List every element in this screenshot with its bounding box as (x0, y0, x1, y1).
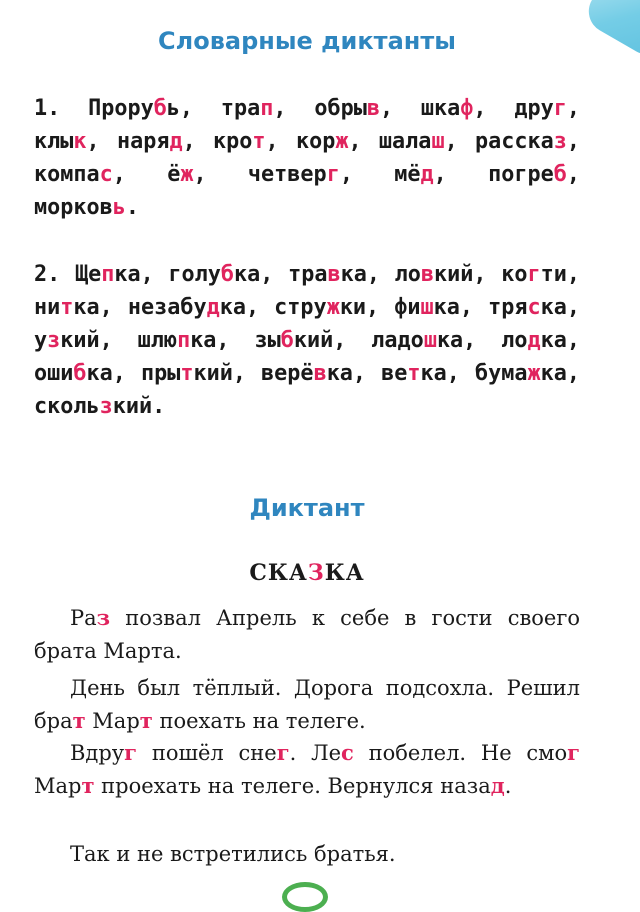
story-paragraph (34, 672, 580, 737)
text-segment: . Ле (289, 741, 342, 765)
story-paragraph (34, 838, 580, 871)
text-segment: . (504, 773, 512, 798)
highlighted-letter: т (407, 361, 421, 386)
text-segment: ка, пры (86, 361, 181, 386)
text-segment: проехать на телеге. Вернулся наза (94, 773, 491, 798)
text-segment: кий, ладо (293, 328, 424, 353)
highlighted-letter: ж (326, 295, 340, 320)
highlighted-letter: ш (423, 328, 437, 353)
text-segment: кий, шлю (60, 328, 178, 353)
section-title-dictation: Диктант (249, 494, 365, 522)
text-segment: КА (324, 560, 365, 586)
text-segment: кий. (112, 394, 166, 419)
text-segment: Так и не встретились братья. (70, 842, 396, 866)
highlighted-letter: т (252, 129, 266, 154)
text-segment: ка, зы (190, 328, 281, 353)
exercise-2 (34, 258, 580, 423)
highlighted-letter: т (72, 707, 86, 733)
text-segment: ка, незабу (73, 295, 207, 320)
text-segment: . (125, 195, 139, 220)
highlighted-letter: д (206, 295, 220, 320)
highlighted-letter: ь (112, 195, 126, 220)
highlighted-letter: п (260, 96, 274, 121)
text-segment: пошёл сне (137, 741, 277, 765)
highlighted-letter: с (527, 295, 541, 320)
text-segment: ка, голу (114, 262, 221, 287)
highlighted-letter: в (313, 361, 327, 386)
text-segment: ка, стру (219, 295, 327, 320)
highlighted-letter: б (280, 328, 294, 353)
text-segment: , компа (34, 129, 580, 187)
highlighted-letter: т (60, 295, 74, 320)
highlighted-letter: ж (527, 361, 541, 386)
text-segment: поехать на телеге. (152, 708, 366, 733)
text-segment: , кор (265, 129, 336, 154)
highlighted-letter: г (326, 162, 340, 187)
text-segment: , обры (273, 96, 367, 121)
text-segment: , ё (112, 162, 181, 187)
text-segment: позвал Апрель к себе в гости своего брата Марта. (34, 606, 580, 663)
exercise-2-words (34, 262, 580, 419)
text-segment: ти, ни (34, 262, 580, 320)
highlighted-letter: ж (335, 129, 349, 154)
text-segment: Мар (34, 773, 82, 798)
text-segment: ь, тра (166, 96, 261, 121)
highlighted-letter: ш (431, 129, 445, 154)
highlighted-letter: д (169, 129, 183, 154)
highlighted-letter: б (73, 361, 87, 386)
text-segment: , четвер (193, 162, 327, 187)
highlighted-letter: ш (420, 295, 434, 320)
highlighted-letter: з (99, 394, 113, 419)
exercise-1 (34, 92, 580, 224)
highlighted-letter: п (101, 262, 115, 287)
text-segment: ка, оши (34, 328, 580, 386)
text-segment: кий, верё (193, 361, 314, 386)
text-segment: , дру (473, 96, 554, 121)
text-segment: ка, ло (436, 328, 528, 353)
text-segment: Ра (70, 606, 97, 630)
highlighted-letter: з (96, 605, 111, 630)
text-segment: побелел. Не смо (353, 741, 568, 765)
highlighted-letter: т (81, 772, 95, 798)
highlighted-letter: б (220, 262, 235, 287)
highlighted-letter: в (366, 96, 380, 121)
text-segment: ка, ло (340, 262, 421, 287)
highlighted-letter: г (567, 740, 581, 765)
highlighted-letter: в (327, 262, 341, 287)
highlighted-letter: з (47, 328, 61, 353)
text-segment: , шала (348, 129, 432, 154)
exercise-number: 2. (34, 262, 61, 287)
text-segment: Прору (60, 96, 154, 121)
text-segment: ка, сколь (34, 361, 580, 419)
text-segment: , клы (34, 96, 580, 154)
highlighted-letter: ф (460, 96, 474, 121)
text-segment: ка, у (34, 295, 580, 353)
highlighted-letter: д (490, 772, 505, 798)
text-segment: ки, фи (339, 295, 421, 320)
text-segment: кий, ко (434, 262, 528, 287)
highlighted-letter: в (420, 262, 435, 287)
highlighted-letter: т (180, 361, 194, 386)
section-title-vocabulary-dictations: Словарные диктанты (158, 27, 456, 55)
text-segment: Мар (85, 708, 140, 733)
highlighted-letter: п (177, 328, 191, 353)
highlighted-letter: г (276, 740, 290, 765)
exercise-1-words (34, 96, 580, 220)
text-segment: СКА (249, 560, 308, 586)
text-segment: ка, тря (433, 295, 528, 320)
text-segment: , погре (433, 162, 554, 187)
text-segment: , наря (86, 129, 170, 154)
highlighted-letter: т (139, 707, 153, 733)
story-paragraph (34, 602, 580, 667)
text-segment: День был тёплый. Дорога подсохла. Решил бра (34, 676, 580, 733)
highlighted-letter: З (307, 560, 325, 586)
highlighted-letter: к (73, 129, 87, 154)
text-segment: , шка (379, 96, 461, 121)
highlighted-letter: г (527, 262, 541, 287)
text-segment: ка, бума (420, 361, 528, 386)
text-segment: , мё (339, 162, 421, 187)
story-paragraph (34, 737, 580, 802)
bottom-decoration-icon (282, 882, 328, 912)
text-segment: , расска (444, 129, 554, 154)
story-title (0, 560, 614, 586)
highlighted-letter: з (553, 129, 567, 154)
highlighted-letter: б (153, 96, 167, 121)
text-segment: Ще (60, 262, 102, 287)
highlighted-letter: с (341, 740, 354, 765)
text-segment: , морков (34, 162, 580, 220)
highlighted-letter: д (420, 162, 434, 187)
highlighted-letter: д (527, 328, 541, 353)
exercise-number: 1. (34, 96, 61, 121)
highlighted-letter: ж (180, 162, 194, 187)
highlighted-letter: с (99, 162, 113, 187)
text-segment: ка, тра (234, 262, 328, 287)
text-segment: Вдру (70, 741, 125, 765)
highlighted-letter: б (553, 162, 567, 187)
text-segment: ка, ве (326, 361, 408, 386)
highlighted-letter: г (124, 740, 138, 765)
text-segment: , кро (182, 129, 253, 154)
highlighted-letter: г (553, 96, 567, 121)
